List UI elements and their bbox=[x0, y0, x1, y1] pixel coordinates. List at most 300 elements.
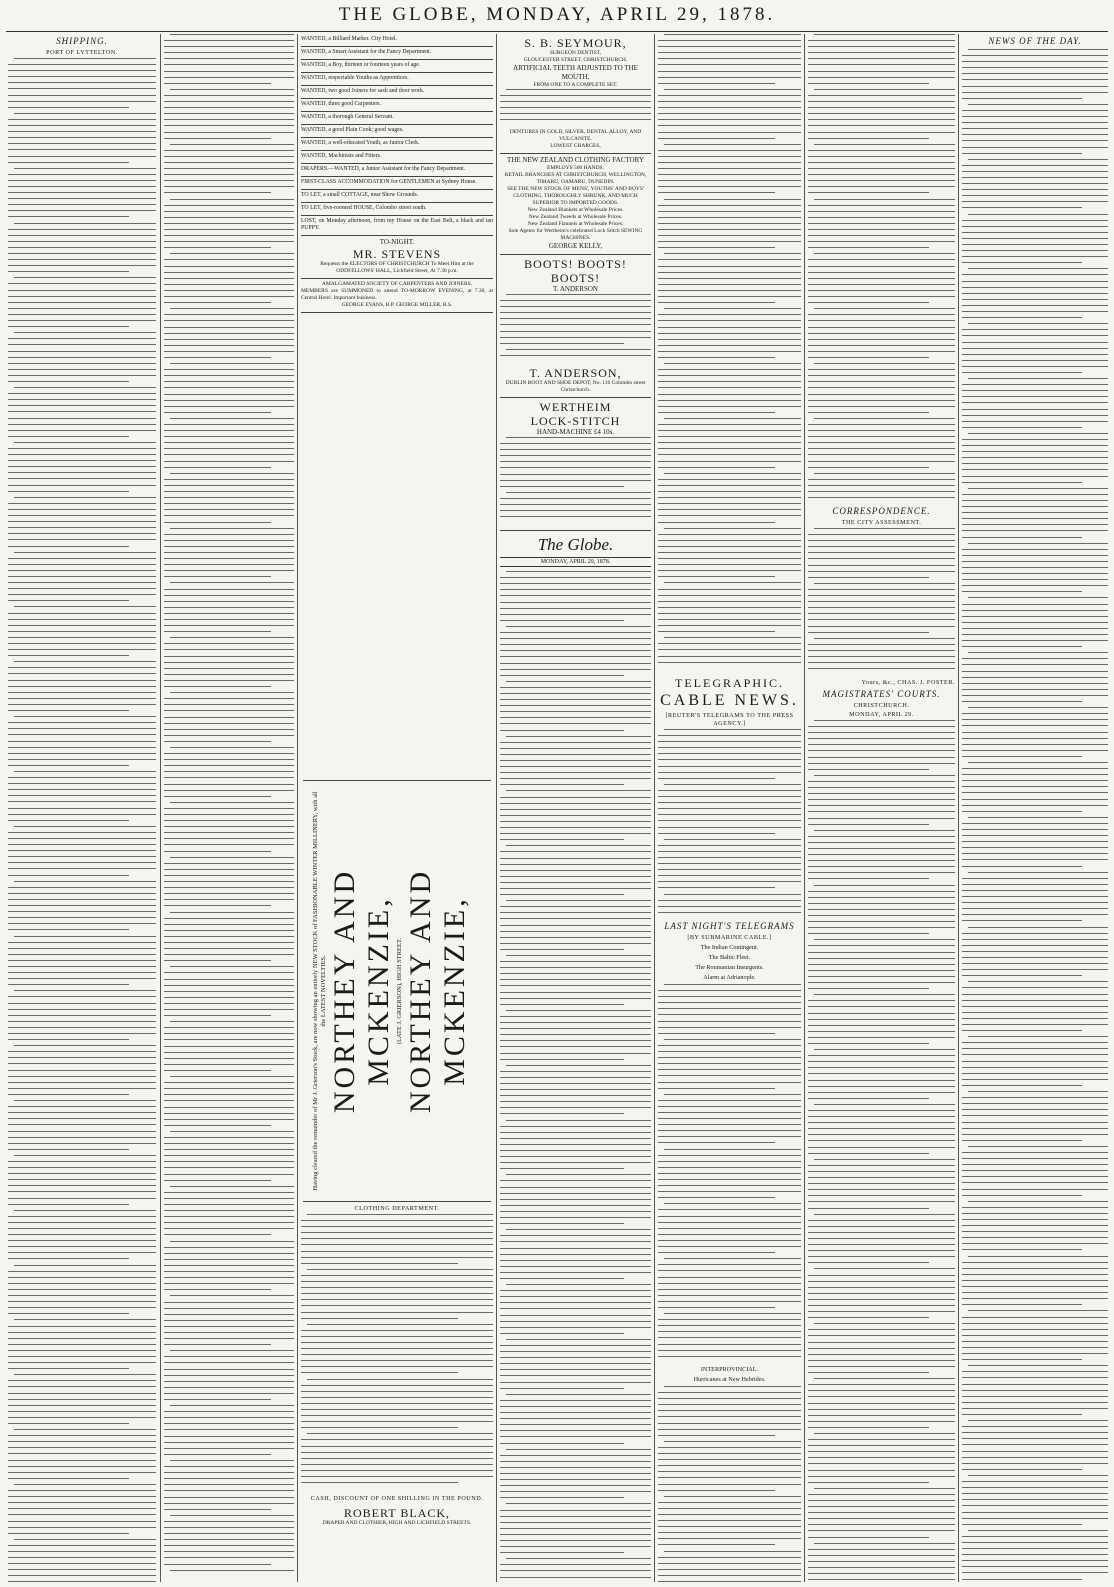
text-line bbox=[164, 454, 294, 455]
shipping-news-text bbox=[164, 34, 294, 1582]
text-line bbox=[968, 1420, 1108, 1421]
text-line bbox=[962, 987, 1108, 988]
text-line bbox=[8, 978, 156, 979]
text-line bbox=[164, 1180, 271, 1181]
text-line bbox=[8, 1326, 156, 1327]
text-line bbox=[658, 491, 801, 492]
text-line bbox=[8, 290, 156, 291]
wanted-ad-text: DRAPERS.—WANTED, a Junior Assistant for the Fancy Department. bbox=[301, 166, 466, 172]
text-line bbox=[808, 811, 955, 812]
text-line bbox=[962, 238, 1108, 239]
nz-retail: RETAIL BRANCHES AT CHRISTCHURCH, WELLINGTON, TIMARU, OAMARU, DUNEDIN. bbox=[504, 172, 647, 185]
text-line bbox=[658, 863, 801, 864]
port-heading: PORT OF LYTTELTON. bbox=[46, 49, 118, 56]
text-line bbox=[658, 741, 801, 742]
text-line bbox=[962, 402, 1108, 403]
text-line bbox=[164, 461, 294, 462]
text-line bbox=[814, 939, 955, 940]
text-line bbox=[658, 1356, 801, 1357]
text-line bbox=[8, 1228, 156, 1229]
text-line bbox=[814, 1323, 955, 1324]
text-line bbox=[500, 669, 651, 670]
text-line bbox=[658, 625, 801, 626]
hand-machine: HAND-MACHINE £4 10s. bbox=[536, 428, 615, 436]
text-line bbox=[962, 1225, 1108, 1226]
text-line bbox=[962, 500, 1108, 501]
text-line bbox=[658, 649, 801, 650]
text-line bbox=[14, 661, 156, 662]
text-line bbox=[8, 460, 156, 461]
amalgamated-heading: AMALGAMATED SOCIETY OF CARPENTERS AND JOINERS. bbox=[321, 281, 473, 287]
text-line bbox=[8, 1575, 156, 1576]
text-line bbox=[968, 597, 1108, 598]
text-line bbox=[506, 955, 651, 956]
text-line bbox=[658, 1216, 801, 1217]
text-line bbox=[658, 503, 801, 504]
text-line bbox=[164, 1234, 271, 1235]
text-line bbox=[658, 1179, 801, 1180]
text-line bbox=[962, 360, 1108, 361]
text-line bbox=[968, 1530, 1108, 1531]
text-line bbox=[506, 1284, 651, 1285]
text-line bbox=[658, 125, 801, 126]
text-line bbox=[962, 110, 1108, 111]
text-line bbox=[307, 1214, 493, 1215]
text-line bbox=[164, 101, 294, 102]
text-line bbox=[808, 1317, 929, 1318]
text-line bbox=[164, 1113, 294, 1114]
text-line bbox=[814, 89, 955, 90]
masthead: THE GLOBE, MONDAY, APRIL 29, 1878. bbox=[338, 4, 776, 25]
text-line bbox=[8, 186, 156, 187]
text-line bbox=[500, 1400, 651, 1401]
text-line bbox=[164, 522, 271, 523]
text-line bbox=[8, 1557, 156, 1558]
text-line bbox=[164, 844, 294, 845]
text-line bbox=[164, 272, 294, 273]
text-line bbox=[658, 64, 801, 65]
text-line bbox=[658, 448, 801, 449]
text-line bbox=[500, 343, 624, 344]
text-line bbox=[8, 1082, 156, 1083]
text-line bbox=[808, 824, 929, 825]
text-line bbox=[506, 681, 651, 682]
text-line bbox=[962, 1061, 1108, 1062]
text-line bbox=[808, 375, 955, 376]
text-line bbox=[808, 1457, 955, 1458]
text-line bbox=[962, 1579, 1082, 1580]
text-line bbox=[8, 393, 156, 394]
text-line bbox=[808, 1061, 955, 1062]
text-line bbox=[962, 116, 1108, 117]
text-line bbox=[500, 1497, 624, 1498]
text-line bbox=[301, 1263, 458, 1264]
text-line bbox=[301, 1421, 493, 1422]
text-line bbox=[170, 747, 294, 748]
text-line bbox=[8, 515, 156, 516]
text-line bbox=[658, 851, 801, 852]
text-line bbox=[500, 306, 651, 307]
text-line bbox=[962, 147, 1108, 148]
text-line bbox=[808, 982, 955, 983]
text-line bbox=[658, 1142, 775, 1143]
text-line bbox=[8, 960, 156, 961]
text-line bbox=[808, 781, 955, 782]
text-line bbox=[808, 1244, 955, 1245]
wanted-ad-text: FIRST-CLASS ACCOMMODATION for GENTLEMEN at Sydney House. bbox=[301, 179, 477, 185]
text-line bbox=[808, 577, 929, 578]
text-line bbox=[664, 1441, 801, 1442]
text-line bbox=[301, 1464, 493, 1465]
tonight-ad bbox=[301, 236, 493, 279]
globe-dateline: MONDAY, APRIL 29, 1878. bbox=[500, 557, 651, 567]
text-line bbox=[500, 1577, 651, 1578]
text-line bbox=[962, 1109, 1108, 1110]
text-line bbox=[500, 318, 651, 319]
text-line bbox=[164, 1375, 294, 1376]
text-line bbox=[658, 881, 801, 882]
text-line bbox=[8, 558, 156, 559]
text-line bbox=[8, 838, 156, 839]
text-line bbox=[500, 1241, 651, 1242]
text-line bbox=[500, 1053, 651, 1054]
text-line bbox=[164, 1314, 294, 1315]
text-line bbox=[164, 381, 294, 382]
text-line bbox=[962, 963, 1108, 964]
text-line bbox=[8, 216, 129, 217]
text-line bbox=[14, 113, 156, 114]
text-line bbox=[664, 34, 801, 35]
text-line bbox=[808, 1098, 929, 1099]
text-line bbox=[962, 792, 1108, 793]
text-line bbox=[808, 442, 955, 443]
text-line bbox=[962, 1341, 1108, 1342]
text-line bbox=[8, 344, 156, 345]
text-line bbox=[8, 832, 156, 833]
text-line bbox=[301, 1275, 493, 1276]
text-line bbox=[664, 839, 801, 840]
text-line bbox=[962, 951, 1108, 952]
text-line bbox=[962, 805, 1108, 806]
text-line bbox=[164, 589, 294, 590]
text-line bbox=[962, 1347, 1108, 1348]
text-line bbox=[808, 1092, 955, 1093]
text-line bbox=[500, 95, 651, 96]
text-line bbox=[658, 589, 801, 590]
text-line bbox=[164, 1356, 294, 1357]
text-line bbox=[658, 314, 801, 315]
text-line bbox=[8, 667, 156, 668]
text-line bbox=[658, 1575, 801, 1576]
text-line bbox=[962, 786, 1108, 787]
wanted-ad-text: TO LET, a small COTTAGE, near Show Grounds. bbox=[301, 192, 419, 198]
text-line bbox=[658, 802, 801, 803]
text-line bbox=[164, 729, 294, 730]
headline-indian: The Indian Contingent. bbox=[700, 944, 759, 951]
text-line bbox=[8, 1009, 156, 1010]
text-line bbox=[962, 1012, 1108, 1013]
text-line bbox=[301, 1452, 493, 1453]
text-line bbox=[8, 302, 156, 303]
text-line bbox=[658, 400, 801, 401]
text-line bbox=[500, 876, 651, 877]
text-line bbox=[962, 348, 1108, 349]
text-line bbox=[164, 1429, 294, 1430]
text-line bbox=[500, 912, 651, 913]
text-line bbox=[500, 1156, 651, 1157]
text-line bbox=[164, 765, 294, 766]
nz-flannels: New Zealand Flannels at Wholesale Prices. bbox=[527, 221, 624, 227]
text-line bbox=[962, 354, 1108, 355]
text-line bbox=[814, 638, 955, 639]
text-line bbox=[658, 1544, 775, 1545]
text-line bbox=[500, 985, 651, 986]
text-line bbox=[164, 899, 294, 900]
text-line bbox=[808, 1311, 955, 1312]
text-line bbox=[301, 1293, 493, 1294]
text-line bbox=[500, 1126, 651, 1127]
text-line bbox=[301, 1391, 493, 1392]
text-line bbox=[500, 1357, 651, 1358]
wanted-ad bbox=[301, 203, 493, 216]
text-line bbox=[658, 375, 801, 376]
text-line bbox=[808, 1171, 955, 1172]
text-line bbox=[658, 479, 801, 480]
text-line bbox=[808, 1415, 955, 1416]
text-line bbox=[808, 1390, 955, 1391]
text-line bbox=[814, 583, 955, 584]
text-line bbox=[8, 1039, 129, 1040]
text-line bbox=[8, 588, 156, 589]
court-date: MONDAY, APRIL 29. bbox=[849, 711, 914, 718]
text-line bbox=[808, 626, 955, 627]
text-line bbox=[164, 125, 294, 126]
text-line bbox=[808, 1482, 929, 1483]
text-line bbox=[962, 281, 1108, 282]
text-line bbox=[808, 1281, 955, 1282]
text-line bbox=[658, 320, 801, 321]
text-line bbox=[8, 1131, 156, 1132]
text-line bbox=[814, 720, 955, 721]
text-line bbox=[170, 308, 294, 309]
text-line bbox=[808, 71, 955, 72]
text-line bbox=[8, 1015, 156, 1016]
text-line bbox=[164, 972, 294, 973]
text-line bbox=[808, 1256, 955, 1257]
text-line bbox=[962, 1042, 1108, 1043]
text-line bbox=[808, 351, 955, 352]
text-line bbox=[500, 1570, 651, 1571]
text-line bbox=[808, 1025, 955, 1026]
text-line bbox=[962, 671, 1108, 672]
text-line bbox=[506, 437, 651, 438]
text-line bbox=[962, 1103, 1108, 1104]
text-line bbox=[8, 1453, 156, 1454]
nz-employs: EMPLOYS 500 HANDS. bbox=[547, 165, 604, 171]
text-line bbox=[962, 622, 1108, 623]
text-line bbox=[500, 1290, 651, 1291]
text-line bbox=[14, 881, 156, 882]
text-line bbox=[170, 1405, 294, 1406]
amalgamated-note: MEMBERS are SUMMONED to attend TO-MORROW EVENING, at 7.30, at Central Hotel. Important business. bbox=[301, 288, 493, 301]
text-line bbox=[500, 1205, 651, 1206]
text-line bbox=[968, 1201, 1108, 1202]
text-line bbox=[301, 1470, 493, 1471]
text-line bbox=[164, 327, 294, 328]
text-line bbox=[658, 1240, 801, 1241]
text-line bbox=[658, 1404, 801, 1405]
text-line bbox=[500, 1528, 651, 1529]
text-line bbox=[500, 331, 651, 332]
text-line bbox=[808, 229, 955, 230]
text-line bbox=[664, 363, 801, 364]
text-line bbox=[8, 777, 156, 778]
text-line bbox=[808, 52, 955, 53]
text-line bbox=[500, 1193, 651, 1194]
text-line bbox=[962, 1298, 1108, 1299]
text-line bbox=[814, 34, 955, 35]
text-line bbox=[500, 754, 651, 755]
text-line bbox=[8, 564, 156, 565]
text-line bbox=[962, 1493, 1108, 1494]
text-line bbox=[8, 1551, 156, 1552]
text-line bbox=[808, 1080, 955, 1081]
text-line bbox=[658, 95, 801, 96]
text-line bbox=[808, 595, 955, 596]
text-line bbox=[962, 713, 1108, 714]
text-line bbox=[500, 839, 624, 840]
text-line bbox=[307, 1379, 493, 1380]
text-line bbox=[8, 1521, 156, 1522]
text-line bbox=[658, 912, 801, 913]
text-line bbox=[808, 1403, 955, 1404]
text-line bbox=[506, 294, 651, 295]
text-line bbox=[664, 984, 801, 985]
text-line bbox=[658, 1398, 801, 1399]
text-line bbox=[500, 516, 651, 517]
text-line bbox=[8, 381, 129, 382]
text-line bbox=[170, 34, 294, 35]
text-line bbox=[164, 905, 271, 906]
text-line bbox=[962, 390, 1108, 391]
text-line bbox=[658, 467, 775, 468]
text-line bbox=[8, 765, 129, 766]
text-line bbox=[8, 1472, 156, 1473]
seymour-address: GLOUCESTER STREET, CHRISTCHURCH. bbox=[523, 57, 628, 63]
text-line bbox=[8, 862, 156, 863]
text-line bbox=[808, 915, 955, 916]
text-line bbox=[962, 1140, 1082, 1141]
text-line bbox=[658, 1228, 801, 1229]
text-line bbox=[962, 79, 1108, 80]
text-line bbox=[962, 1335, 1108, 1336]
text-line bbox=[962, 177, 1108, 178]
text-line bbox=[808, 1305, 955, 1306]
text-line bbox=[962, 463, 1108, 464]
text-line bbox=[14, 1265, 156, 1266]
text-line bbox=[808, 558, 955, 559]
text-line bbox=[658, 509, 801, 510]
text-line bbox=[500, 1375, 651, 1376]
text-line bbox=[808, 430, 955, 431]
text-line bbox=[658, 1112, 801, 1113]
text-line bbox=[164, 948, 294, 949]
text-line bbox=[808, 1494, 955, 1495]
text-line bbox=[506, 1339, 651, 1340]
boots-title: BOOTS! BOOTS! BOOTS! bbox=[524, 257, 627, 285]
text-line bbox=[500, 851, 651, 852]
text-line bbox=[658, 1502, 801, 1503]
text-line bbox=[506, 1174, 651, 1175]
text-line bbox=[500, 1455, 651, 1456]
text-line bbox=[164, 954, 294, 955]
text-line bbox=[500, 1138, 651, 1139]
text-line bbox=[808, 1031, 955, 1032]
text-line bbox=[8, 1386, 156, 1387]
text-line bbox=[658, 1075, 801, 1076]
text-line bbox=[500, 1095, 651, 1096]
text-line bbox=[664, 582, 801, 583]
text-line bbox=[164, 649, 294, 650]
text-line bbox=[506, 89, 651, 90]
masthead-rule bbox=[6, 31, 1108, 32]
text-line bbox=[808, 491, 955, 492]
text-line bbox=[808, 1470, 955, 1471]
seymour-ad bbox=[500, 34, 651, 154]
text-line bbox=[506, 626, 651, 627]
text-line bbox=[808, 632, 929, 633]
text-line bbox=[500, 355, 651, 356]
text-line bbox=[506, 845, 651, 846]
text-line bbox=[962, 628, 1108, 629]
text-line bbox=[962, 372, 1082, 373]
text-line bbox=[808, 750, 955, 751]
text-line bbox=[808, 866, 955, 867]
text-line bbox=[808, 156, 955, 157]
text-line bbox=[8, 1313, 129, 1314]
text-line bbox=[8, 1417, 156, 1418]
text-line bbox=[808, 83, 929, 84]
text-line bbox=[8, 820, 129, 821]
text-line bbox=[808, 769, 929, 770]
text-line bbox=[962, 1115, 1108, 1116]
text-line bbox=[664, 144, 801, 145]
text-line bbox=[962, 658, 1108, 659]
text-line bbox=[962, 415, 1108, 416]
text-line bbox=[962, 701, 1082, 702]
text-line bbox=[500, 967, 651, 968]
text-line bbox=[8, 655, 129, 656]
text-line bbox=[164, 259, 294, 260]
text-line bbox=[658, 430, 801, 431]
wanted-ad-text: WANTED, two good Joiners for sash and door work. bbox=[301, 88, 425, 94]
text-line bbox=[8, 680, 156, 681]
text-line bbox=[962, 1176, 1108, 1177]
text-line bbox=[962, 457, 1108, 458]
text-line bbox=[8, 856, 156, 857]
text-line bbox=[808, 357, 929, 358]
text-line bbox=[962, 140, 1108, 141]
text-line bbox=[8, 101, 156, 102]
text-line bbox=[658, 1173, 801, 1174]
text-line bbox=[8, 478, 156, 479]
text-line bbox=[968, 652, 1108, 653]
text-line bbox=[8, 1204, 129, 1205]
column-rule bbox=[496, 34, 497, 1582]
text-line bbox=[506, 1010, 651, 1011]
text-line bbox=[301, 1342, 493, 1343]
text-line bbox=[500, 663, 651, 664]
